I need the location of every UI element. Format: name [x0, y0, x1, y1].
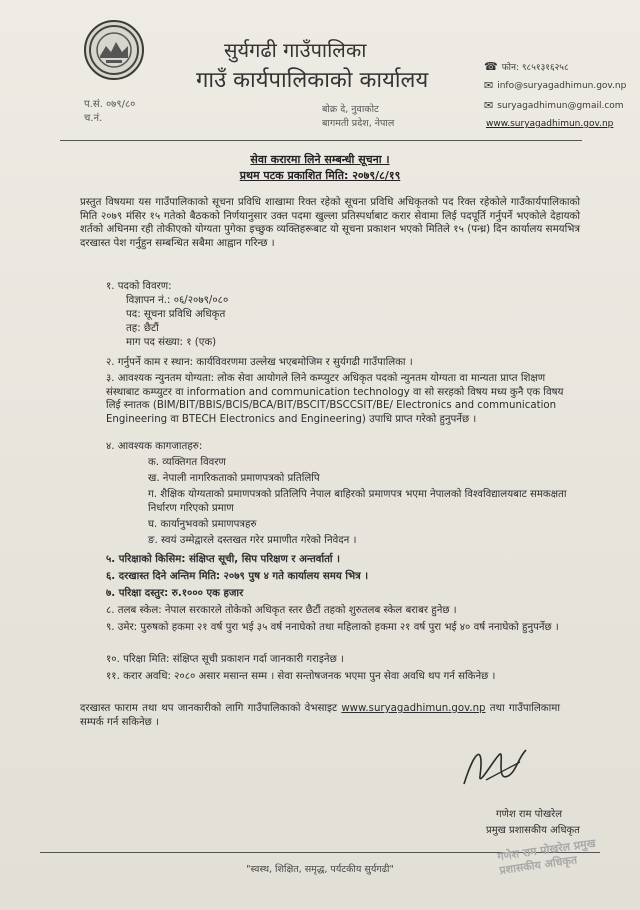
item-4-d: घ. कार्यानुभवको प्रमाणपत्रहरु [148, 519, 257, 530]
item-1-level: तह: छैटौं [126, 323, 159, 334]
item-4-c: ग. शैक्षिक योग्यताको प्रमाणपत्रको प्रतिलिपि नेपाल बाहिरको प्रमाणपत्र भएमा नेपालको विश्वविद्यालयबाट समकक्षता निर्धारण गरिएको प्रमाण [148, 489, 567, 514]
footer-slogan: "स्वस्थ, शिक्षित, समृद्ध, पर्यटकीय सुर्यगढी" [246, 864, 394, 875]
signatory-designation: प्रमुख प्रशासकीय अधिकृत [486, 825, 580, 836]
intro-paragraph: प्रस्तुत विषयमा यस गाउँपालिकाको सूचना प्रविधि शाखामा रिक्त रहेको सूचना प्रविधि अधिकृतको पद रिक्त रहेकोले गाउँकार्यपालिकाको मिति २०७९ मंसिर १५ गतेको बैठकको निर्णयानुसार उक्त पदमा खुल्ला प्रतिस्पर्धाबाट करार सेवामा लिई पदपूर्ति गर्नुपर्ने भएकोले देहायको शर्तको अधिनमा रही तोकीएको योग्यता पुगेका इच्छुक व्यक्तिहरूबाट यो सूचना प्रकाशन भएको मितिले १५ (पन्ध्र) दिन कार्यालय समयभित्र दरखास्त पेश गर्नुहुन सम्बन्धित सबैमा आह्वान गरिन्छ । [80, 197, 580, 249]
closing-website-link[interactable]: www.suryagadhimun.gov.np [341, 703, 486, 714]
signature [456, 736, 536, 796]
phone-icon: ☎ [484, 60, 498, 73]
phone-text: फोन: ९८५१३१६२५८ [501, 63, 569, 73]
item-5: ५. परिक्षाको किसिम: संक्षिप्त सूची, सिप परिक्षण र अन्तर्वार्ता । [106, 554, 340, 565]
item-11: ११. करार अवधि: २०८० असार मसान्त सम्म । सेवा सन्तोषजनक भएमा पुन सेवा अवधि थप गर्न सकिनेछ । [106, 671, 496, 682]
website-link[interactable]: www.suryagadhimun.gov.np [486, 119, 614, 129]
office-title: गाउँ कार्यपालिकाको कार्यालय [196, 68, 429, 93]
email-contact-1 [484, 79, 626, 92]
item-6: ६. दरखास्त दिने अन्तिम मिति: २०७९ पुष ४ गते कार्यालय समय भित्र । [106, 571, 369, 582]
emblem-icon [84, 20, 144, 80]
item-10: १०. परिक्षा मिति: संक्षिप्त सूची प्रकाशन गर्दा जानकारी गराइनेछ । [106, 654, 344, 665]
signatory-name: गणेश राम पोखरेल [496, 809, 562, 820]
municipality-title: सुर्यगढी गाउँपालिका [224, 38, 367, 62]
email-contact-2 [484, 99, 624, 112]
subject-title: सेवा करारमा लिने सम्बन्धी सूचना । [250, 153, 390, 166]
item-3: ३. आवश्यक न्युनतम योग्यता: लोक सेवा आयोगले लिने कम्प्युटर अधिकृत पदको न्युनतम योग्यता वा मान्यता प्राप्त शिक्षण संस्थाबाट कम्प्युटर वा information and communication technology वा सो सरहको विषय मध्य कुनै एक विषय लिई स्नातक (BIM/BIT/BBIS/BCIS/BCA/BIT/BSCIT/BSCCSIT/BE/ Electronics and communication Engineering वा BTECH Electronics and Engineering) उपाधि प्राप्त गरेको हुनुपर्नेछ । [106, 373, 564, 425]
item-7: ७. परिक्षा दस्तुर: रु.१००० एक हजार [106, 588, 244, 599]
item-4: ४. आवश्यक कागजातहरु: [106, 441, 203, 452]
item-8: ८. तलब स्केल: नेपाल सरकारले तोकेको अधिकृत स्तर छैटौं तहको शुरुतलब स्केल बराबर हुनेछ । [106, 605, 457, 616]
closing-paragraph: दरखास्त फाराम तथा थप जानकारीको लागि गाउँपालिकाको वेभसाइट www.suryagadhimun.gov.np तथा गाउँपालिकामा सम्पर्क गर्न सकिनेछ । [80, 703, 560, 728]
item-1-post: पद: सूचना प्रविधि अधिकृत [126, 309, 226, 320]
email2-text: suryagadhimun@gmail.com [497, 100, 624, 111]
header-divider [60, 140, 582, 141]
item-4-e: ङ. स्वयं उम्मेद्वारले दस्तखत गरेर प्रमाणीत गरेको निवेदन । [148, 535, 357, 546]
subject-published: प्रथम पटक प्रकाशित मिति: २०७९/८/१९ [239, 169, 401, 182]
item-4-a: क. व्यक्तिगत विवरण [148, 457, 226, 468]
item-9: ९. उमेर: पुरुषको हकमा २१ वर्ष पुरा भई ३५ वर्ष ननाघेको तथा महिलाको हकमा २१ वर्ष पुरा भई ४० वर्ष ननाघेको हुनुपर्नेछ । [106, 622, 559, 633]
address-line1: बोक्र दे, नुवाकोट [322, 104, 379, 115]
item-1-count: माग पद संख्या: १ (एक) [126, 337, 217, 348]
item-1-advertisement: विज्ञापन नं.: ०६/२०७९/०८० [126, 295, 229, 306]
email1-text: info@suryagadhimun.gov.np [497, 80, 627, 91]
official-stamp: गणेश राम पोखरेल प्रमुख प्रशासकीय अधिकृत [496, 836, 597, 878]
item-1: १. पदको विवरण: [106, 281, 172, 292]
address-line2: बागमती प्रदेश, नेपाल [322, 118, 395, 129]
phone-contact [484, 60, 569, 73]
item-4-b: ख. नेपाली नागरिकताको प्रमाणपत्रको प्रतिलिपि [148, 473, 320, 484]
ref-ps: प.सं. ०७९/८० [84, 99, 136, 110]
ref-cn: च.नं. [84, 113, 103, 124]
mail-icon: ✉ [484, 79, 494, 92]
item-2: २. गर्नुपर्ने काम र स्थान: कार्यविवरणमा उल्लेख भएबमोजिम र सुर्यगढी गाउँपालिका । [106, 357, 413, 368]
mail-icon: ✉ [484, 99, 494, 112]
